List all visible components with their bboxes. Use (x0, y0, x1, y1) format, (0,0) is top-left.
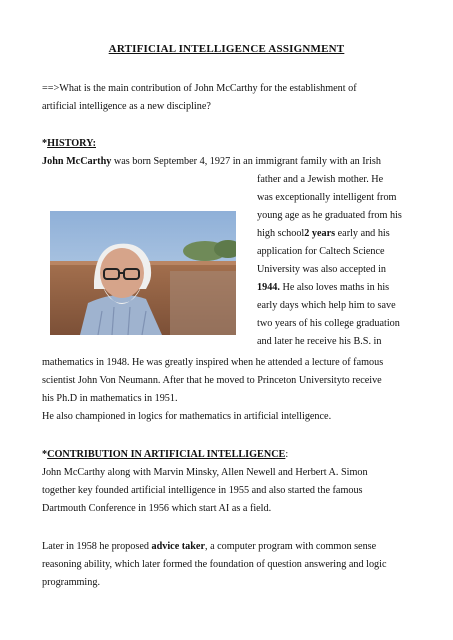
history-after-line: scientist John Von Neumann. After that he moved to Princeton Universityto receive (42, 375, 382, 386)
question-line-1: ==>What is the main contribution of John McCarthy for the establishment of (42, 83, 357, 94)
question-line-2: artificial intelligence as a new discipline? (42, 101, 211, 112)
advice-taker-line: Later in 1958 he proposed advice taker, a computer program with common sense (42, 541, 377, 552)
contribution-line: programming. (42, 577, 101, 588)
history-wrap-line: two years of his college graduation (257, 318, 400, 329)
contribution-line: together key founded artificial intelligence in 1955 and also started the famous (42, 485, 363, 496)
contribution-line: John McCarthy along with Marvin Minsky, Allen Newell and Herbert A. Simon (42, 467, 368, 478)
history-line-1: John McCarthy was born September 4, 1927 in an immigrant family with an Irish (42, 156, 381, 167)
history-wrap-line: early days which help him to save (257, 300, 396, 311)
history-wrap-line: was exceptionally intelligent from (257, 192, 397, 203)
history-wrap-line: and later he receive his B.S. in (257, 336, 382, 347)
history-wrap-line: young age as he graduated from his (257, 210, 402, 221)
contribution-heading: *CONTRIBUTION IN ARTIFICIAL INTELLIGENCE: (42, 449, 289, 460)
history-wrap-line: high school2 years early and his (257, 228, 390, 239)
person-name: John McCarthy (42, 156, 112, 167)
history-wrap-line: 1944. He also loves maths in his (257, 282, 390, 293)
contribution-line: Dartmouth Conference in 1956 which start AI as a field. (42, 503, 272, 514)
history-wrap-line: father and a Jewish mother. He (257, 174, 384, 185)
history-wrap-line: application for Caltech Science (257, 246, 385, 257)
document-title: ARTIFICIAL INTELLIGENCE ASSIGNMENT (108, 43, 345, 55)
history-heading: *HISTORY: (42, 138, 96, 149)
history-wrap-line: University was also accepted in (257, 264, 387, 275)
history-after-line: mathematics in 1948. He was greatly inspired when he attended a lecture of famous (42, 357, 384, 368)
history-after-line: He also championed in logics for mathematics in artificial intelligence. (42, 411, 332, 422)
advice-taker-term: advice taker (151, 541, 205, 552)
history-after-line: his Ph.D in mathematics in 1951. (42, 393, 178, 404)
contribution-line: reasoning ability, which later formed the foundation of question answering and logic (42, 559, 387, 570)
john-mccarthy-photo (50, 211, 236, 335)
